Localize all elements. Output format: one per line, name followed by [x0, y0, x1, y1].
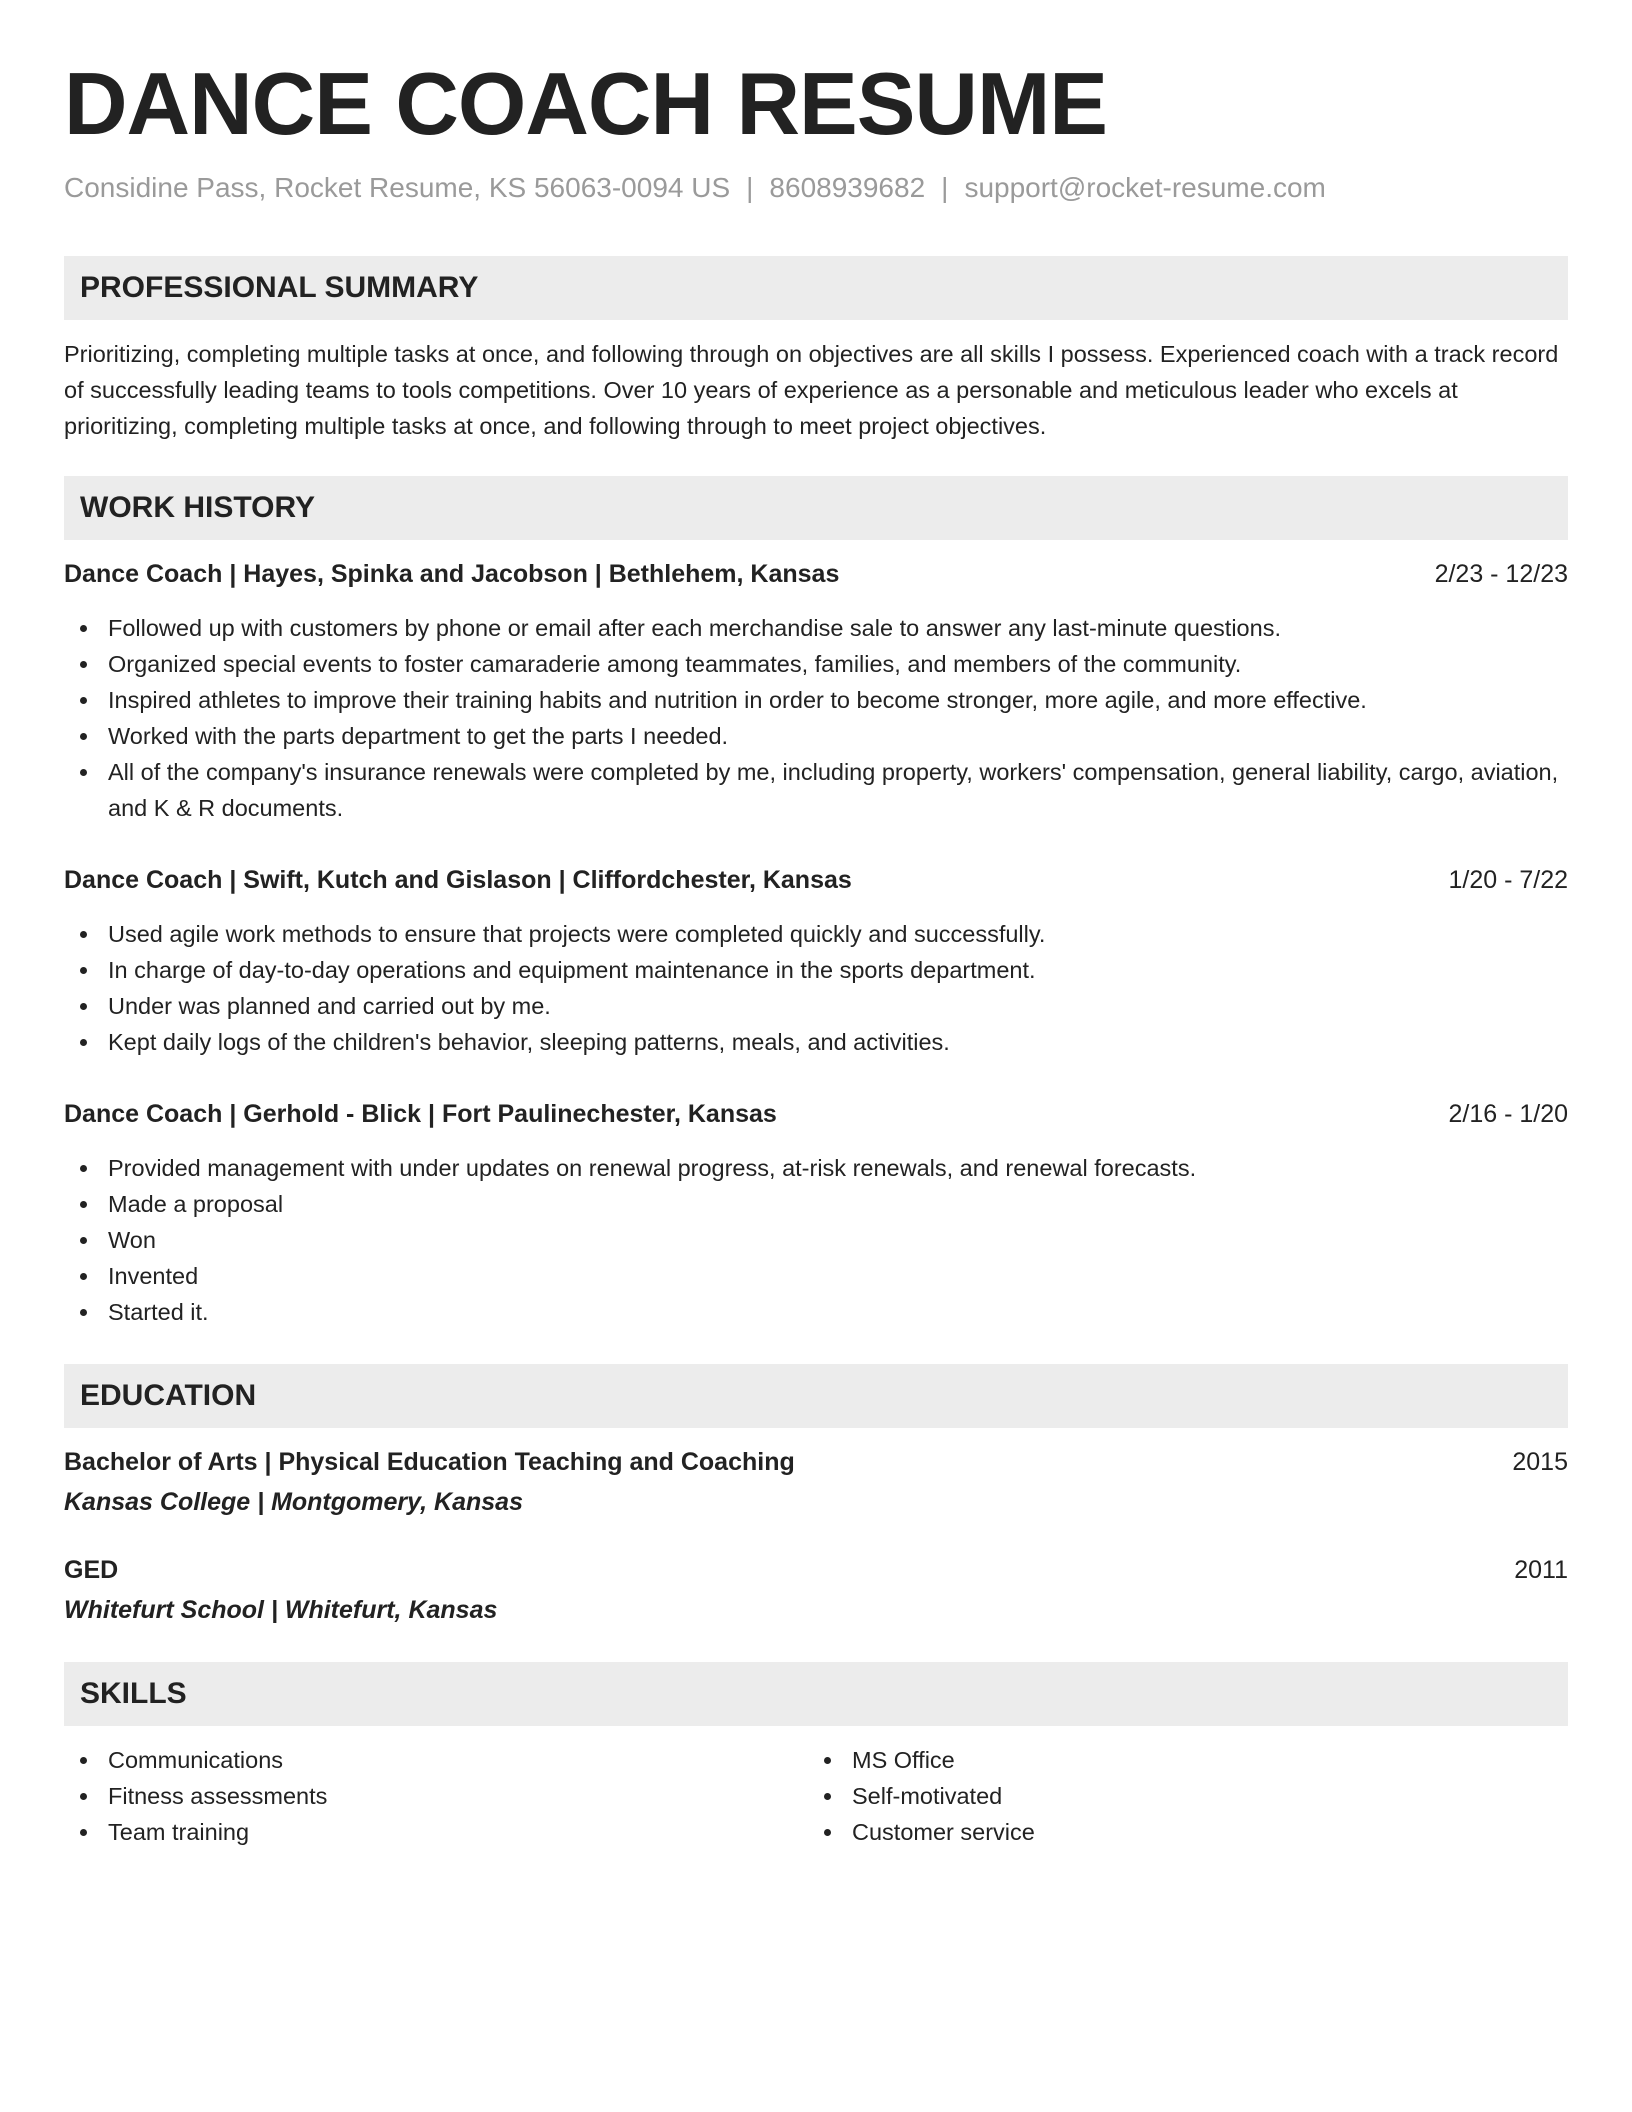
job-bullet: Kept daily logs of the children's behavior, sleeping patterns, meals, and activities.: [64, 1024, 1568, 1060]
education-header: [64, 1552, 1568, 1588]
contact-address: Considine Pass, Rocket Resume, KS 56063-0094 US: [64, 172, 731, 203]
job-title: Dance Coach | Swift, Kutch and Gislason | Cliffordchester, Kansas: [64, 866, 852, 894]
contact-separator: |: [746, 172, 754, 203]
skills-column-left: [64, 1742, 816, 1850]
skill-item: Fitness assessments: [64, 1778, 816, 1814]
job-dates: 2/16 - 1/20: [1448, 1100, 1568, 1128]
job-bullet: Provided management with under updates on renewal progress, at-risk renewals, and renewal forecasts.: [64, 1150, 1568, 1186]
job-bullet: Followed up with customers by phone or email after each merchandise sale to answer any last-minute questions.: [64, 610, 1568, 646]
job-bullet: Used agile work methods to ensure that projects were completed quickly and successfully.: [64, 916, 1568, 952]
job-title: Dance Coach | Hayes, Spinka and Jacobson | Bethlehem, Kansas: [64, 560, 840, 588]
skill-item: Team training: [64, 1814, 816, 1850]
job-entry: [64, 556, 1568, 826]
education-degree: Bachelor of Arts | Physical Education Teaching and Coaching: [64, 1448, 795, 1476]
job-bullet: Won: [64, 1222, 1568, 1258]
job-dates: 2/23 - 12/23: [1434, 560, 1568, 588]
skills-list: [64, 1742, 1568, 1850]
job-bullet: Started it.: [64, 1294, 1568, 1330]
section-heading-skills: SKILLS: [64, 1662, 1568, 1726]
contact-separator: |: [941, 172, 949, 203]
summary-text: Prioritizing, completing multiple tasks at once, and following through on objectives are all skills I possess. Experienced coach with a track record of successfully leading teams to tools competitions. Over 10 years of experience as a personable and meticulous leader who excels at prioritizing, completing multiple tasks at once, and following through to meet project objectives.: [64, 341, 1559, 439]
contact-email[interactable]: support@rocket-resume.com: [964, 172, 1326, 203]
skills-column-right: [816, 1742, 1568, 1850]
skill-item: Communications: [64, 1742, 816, 1778]
job-bullet: Under was planned and carried out by me.: [64, 988, 1568, 1024]
job-header: [64, 862, 1568, 898]
education-year: 2011: [1514, 1556, 1568, 1584]
section-heading-work-history: WORK HISTORY: [64, 476, 1568, 540]
job-bullet: All of the company's insurance renewals were completed by me, including property, workers' compensation, general liability, cargo, aviation, and K & R documents.: [64, 754, 1568, 826]
education-year: 2015: [1512, 1448, 1568, 1476]
job-bullet: Made a proposal: [64, 1186, 1568, 1222]
education-school: Kansas College | Montgomery, Kansas: [64, 1488, 523, 1516]
contact-line: [64, 170, 1568, 206]
skill-item: MS Office: [816, 1742, 1568, 1778]
education-school: Whitefurt School | Whitefurt, Kansas: [64, 1596, 498, 1624]
skill-item: Customer service: [816, 1814, 1568, 1850]
job-header: [64, 1096, 1568, 1132]
contact-phone: 8608939682: [769, 172, 926, 203]
job-bullet: Worked with the parts department to get the parts I needed.: [64, 718, 1568, 754]
job-entry: [64, 862, 1568, 1060]
job-bullets: [64, 1150, 1568, 1330]
job-bullets: [64, 610, 1568, 826]
job-bullet: In charge of day-to-day operations and equipment maintenance in the sports department.: [64, 952, 1568, 988]
education-header: [64, 1444, 1568, 1480]
job-dates: 1/20 - 7/22: [1448, 866, 1568, 894]
job-bullet: Organized special events to foster camaraderie among teammates, families, and members of the community.: [64, 646, 1568, 682]
education-entry: [64, 1444, 1568, 1520]
job-entry: [64, 1096, 1568, 1330]
education-degree: GED: [64, 1556, 119, 1584]
skill-item: Self-motivated: [816, 1778, 1568, 1814]
section-heading-education: EDUCATION: [64, 1364, 1568, 1428]
job-title: Dance Coach | Gerhold - Blick | Fort Paulinechester, Kansas: [64, 1100, 777, 1128]
education-entry: [64, 1552, 1568, 1628]
job-bullet: Invented: [64, 1258, 1568, 1294]
job-header: [64, 556, 1568, 592]
resume-title: DANCE COACH RESUME: [64, 54, 1107, 153]
job-bullets: [64, 916, 1568, 1060]
section-heading-summary: PROFESSIONAL SUMMARY: [64, 256, 1568, 320]
job-bullet: Inspired athletes to improve their training habits and nutrition in order to become stronger, more agile, and more effective.: [64, 682, 1568, 718]
